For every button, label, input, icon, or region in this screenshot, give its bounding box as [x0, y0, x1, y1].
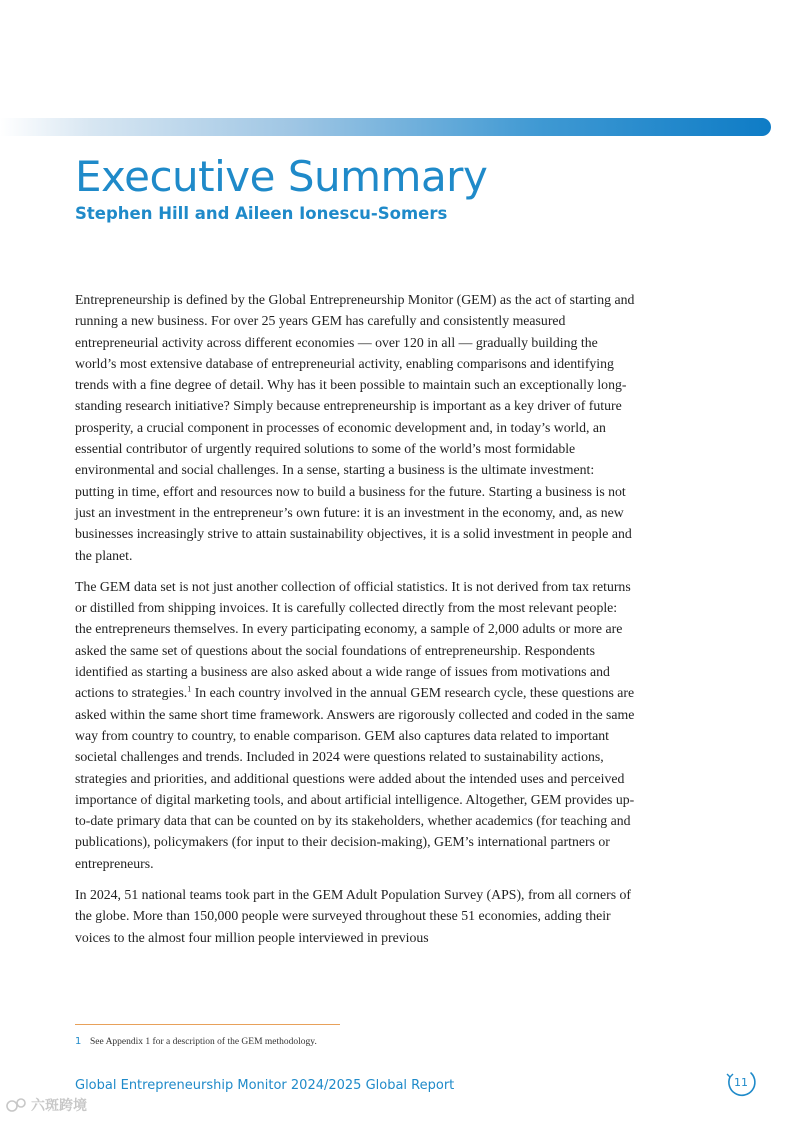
page-title: Executive Summary — [75, 152, 488, 201]
paragraph-2 — [75, 576, 635, 874]
footnote-text: See Appendix 1 for a description of the GEM methodology. — [90, 1037, 317, 1047]
watermark-logo-icon — [6, 1097, 28, 1113]
paragraph-2-part-a: The GEM data set is not just another collection of official statistics. It is not derived from tax returns or distilled from shipping invoices. It is carefully collected directly from the most relevant people: the entrepreneurs themselves. In every participating economy, a sample of 2,000 adults or more are asked the same set of questions about the social foundations of entrepreneurship. Respondents identified as starting a business are also asked about a wide range of issues from motivations and actions to strategies. — [75, 578, 631, 701]
footnote-divider — [75, 1024, 340, 1025]
paragraph-2-part-b: In each country involved in the annual GEM research cycle, these questions are asked within the same short time framework. Answers are rigorously collected and coded in the same way from country to country, to enable comparison. GEM also captures data related to important societal challenges and trends. Included in 2024 were questions related to sustainability actions, strategies and priorities, and additional questions were added about the intended uses and perceived importance of digital marketing tools, and about artificial intelligence. Altogether, GEM provides up-to-date primary data that can be counted on by its stakeholders, whether academics (for teaching and publications), policymakers (for input to their decision-making), GEM’s international partners or entrepreneurs. — [75, 685, 635, 871]
watermark-text: 六斑跨境 — [31, 1098, 87, 1114]
footnote — [75, 1035, 317, 1049]
page-number: 11 — [734, 1076, 748, 1089]
authors-line: Stephen Hill and Aileen Ionescu-Somers — [75, 204, 448, 223]
body-text — [75, 289, 635, 958]
paragraph-1: Entrepreneurship is defined by the Global Entrepreneurship Monitor (GEM) as the act of starting and running a new business. For over 25 years GEM has carefully and consistently measured entrepreneurial activity across different economies — over 120 in all — gradually building the world’s most extensive database of entrepreneurial activity, enabling comparisons and identifying trends with a fine degree of detail. Why has it been possible to maintain such an exceptionally long-standing research initiative? Simply because entrepreneurship is important as a key driver of future prosperity, a crucial component in processes of economic development and, in today’s world, an essential contributor of urgently required solutions to some of the world’s most formidable environmental and social challenges. In a sense, starting a business is the ultimate investment: putting in time, effort and resources now to build a business for the future. Starting a business is not just an investment in the entrepreneur’s own future: it is an investment in the economy, and, as new businesses increasingly strive to attain sustainability objectives, it is a solid investment in people and the planet. — [75, 292, 635, 563]
watermark — [6, 1094, 87, 1116]
header-gradient-band — [0, 118, 771, 136]
footer-report-title: Global Entrepreneurship Monitor 2024/2025 Global Report — [75, 1078, 455, 1093]
footnote-number: 1 — [75, 1036, 82, 1047]
footnote-reference[interactable]: 1 — [187, 684, 192, 694]
page-number-badge — [724, 1067, 758, 1101]
paragraph-3: In 2024, 51 national teams took part in the GEM Adult Population Survey (APS), from all corners of the globe. More than 150,000 people were surveyed throughout these 51 economies, adding their voices to the almost four million people interviewed in previous — [75, 887, 632, 945]
